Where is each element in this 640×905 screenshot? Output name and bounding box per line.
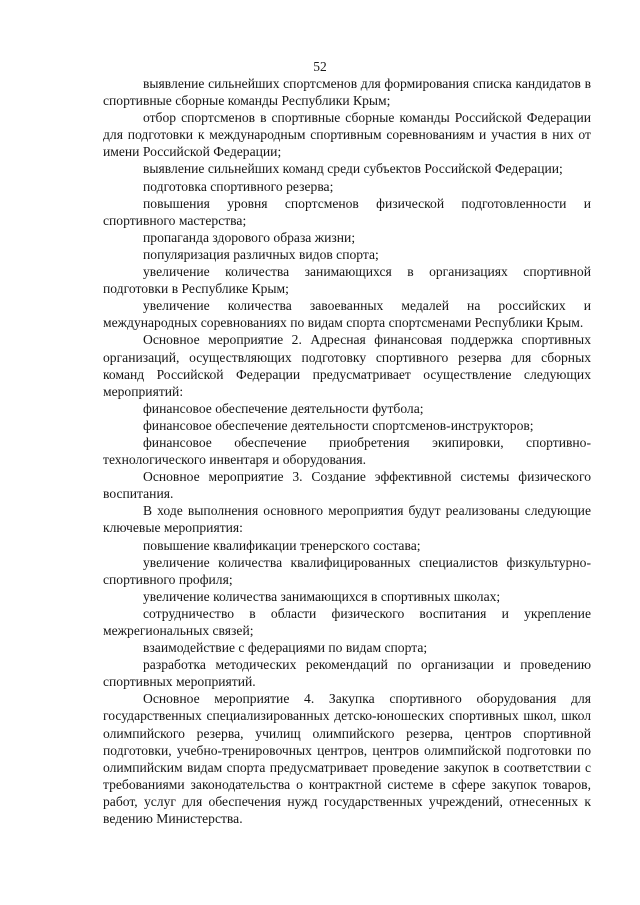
paragraph: финансовое обеспечение приобретения экипировки, спортивно-технологического инвентаря и оборудования. [103, 434, 591, 468]
paragraph: увеличение количества занимающихся в спортивных школах; [143, 588, 501, 604]
paragraph: популяризация различных видов спорта; [143, 246, 379, 262]
paragraph: подготовка спортивного резерва; [143, 178, 334, 194]
paragraph: повышения уровня спортсменов физической подготовленности и спортивного мастерства; [103, 195, 591, 228]
paragraph: увеличение количества квалифицированных специалистов физкультурно- спортивного профиля; [103, 554, 591, 587]
paragraph: взаимодействие с федерациями по видам спорта; [143, 640, 428, 656]
paragraph: Основное мероприятие 3. Создание эффективной системы физического воспитания. [103, 469, 591, 502]
paragraph: увеличение количества занимающихся в организациях спортивной подготовки в Республике Крым; [103, 264, 591, 297]
paragraph: выявление сильнейших команд среди субъектов Российской Федерации; [143, 161, 563, 177]
paragraph: финансовое обеспечение деятельности футбола; [143, 400, 424, 416]
paragraph: разработка методических рекомендаций по организации и проведению спортивных мероприятий. [103, 657, 591, 690]
paragraph: отбор спортсменов в спортивные сборные команды Российской Федерации для подготовки к международным спортивным соревнованиям и участия в них от имени Российской Федерации; [103, 110, 591, 160]
document-body [103, 75, 591, 827]
paragraph: Основное мероприятие 4. Закупка спортивного оборудования для государственных специализированных детско-юношеских спортивных школ, школ олимпийского резерва, училищ олимпийского резерва, центров спортивной подготовки, учебно-тренировочных центров, центров олимпийской подготовки по олимпийским видам спорта предусматривает проведение закупок в соответствии с требованиями законодательства о контрактной системе в сфере закупок товаров, работ, услуг для обеспечения нужд государственных учреждений, отнесенных к ведению Министерства. [103, 691, 591, 827]
paragraph: увеличение количества завоеванных медалей на российских и международных соревнованиях по видам спорта спортсменами Республики Крым. [103, 298, 591, 331]
page-number: 52 [313, 59, 327, 74]
paragraph: пропаганда здорового образа жизни; [143, 229, 356, 245]
paragraph: Основное мероприятие 2. Адресная финансовая поддержка спортивных организаций, осуществляющих подготовку спортивного резерва для сборных команд Российской Федерации предусматривает осуществление следующих мероприятий: [103, 332, 591, 399]
paragraph: повышение квалификации тренерского состава; [143, 537, 421, 553]
paragraph: выявление сильнейших спортсменов для формирования списка кандидатов в спортивные сборные команды Республики Крым; [103, 76, 591, 109]
paragraph: сотрудничество в области физического воспитания и укрепление межрегиональных связей; [103, 605, 591, 638]
paragraph: В ходе выполнения основного мероприятия будут реализованы следующие ключевые мероприятия: [103, 503, 591, 536]
paragraph: финансовое обеспечение деятельности спортсменов-инструкторов; [143, 417, 534, 433]
